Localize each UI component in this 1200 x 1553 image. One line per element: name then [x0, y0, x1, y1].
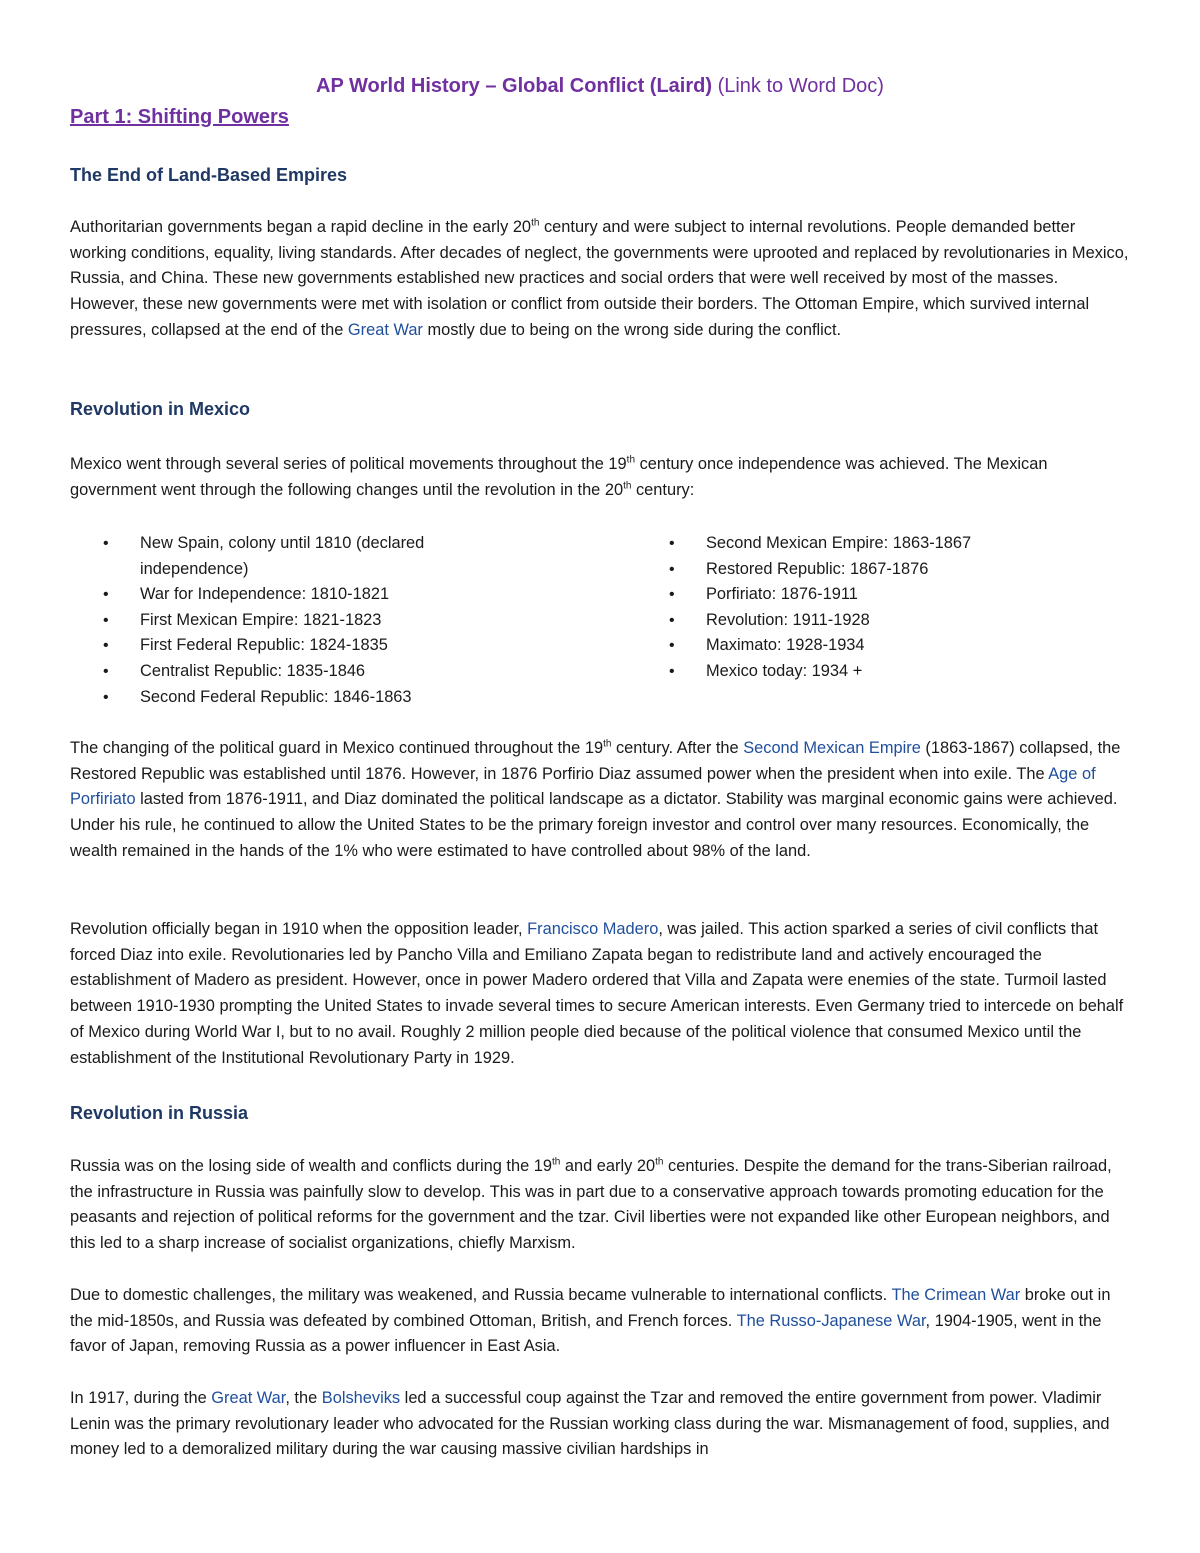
- list-item: • Revolution: 1911-1928: [636, 608, 1136, 634]
- superscript: th: [655, 1156, 664, 1168]
- link-crimean-war[interactable]: The Crimean War: [891, 1286, 1021, 1304]
- paragraph-mexico-intro: [70, 452, 1130, 503]
- list-item: • Restored Republic: 1867-1876: [636, 557, 1136, 583]
- list-item: • Centralist Republic: 1835-1846: [70, 659, 510, 685]
- text-run: (1863-1867) collapsed, the Restored Republic was established until 1876. However, in 1876 Porfirio Diaz assumed power when the president when into exile. The: [70, 739, 1121, 783]
- list-item: • Second Federal Republic: 1846-1863: [70, 685, 510, 711]
- text-run: lasted from 1876-1911, and Diaz dominated the political landscape as a dictator. Stability was marginal economic gains were achieved. Under his rule, he continued to allow the United States to be the primary foreign investor and control over many resources. Economically, the wealth remained in the hands of the 1% who were estimated to have controlled about 98% of the land.: [70, 790, 1118, 860]
- text-run: , the: [285, 1389, 322, 1407]
- text-run: In 1917, during the: [70, 1389, 212, 1407]
- part-heading[interactable]: Part 1: Shifting Powers: [70, 106, 289, 128]
- superscript: th: [531, 217, 540, 229]
- list-item: • First Mexican Empire: 1821-1823: [70, 608, 510, 634]
- section-heading-russia: Revolution in Russia: [70, 1103, 249, 1123]
- text-run: led a successful coup against the Tzar and removed the entire government from power. Vladimir Lenin was the primary revolutionary leader who advocated for the Russian working class during the war. Mismanagement of food, supplies, and money led to a demoralized military during the war causing massive civilian hardships in: [70, 1389, 1110, 1459]
- link-great-war-2[interactable]: Great War: [211, 1389, 286, 1407]
- document-title: [0, 72, 1200, 100]
- text-run: and early 20: [560, 1157, 656, 1175]
- section-heading-land-empires: The End of Land-Based Empires: [70, 165, 348, 185]
- paragraph-russia-1917: [70, 1386, 1130, 1463]
- link-francisco-madero[interactable]: Francisco Madero: [527, 920, 659, 938]
- text-run: Revolution officially began in 1910 when the opposition leader,: [70, 920, 528, 938]
- list-item: • Mexico today: 1934 +: [636, 659, 1136, 685]
- text-run: Due to domestic challenges, the military was weakened, and Russia became vulnerable to international conflicts.: [70, 1286, 892, 1304]
- section-heading-mexico: Revolution in Mexico: [70, 399, 251, 419]
- paragraph-russia-intro: [70, 1154, 1130, 1257]
- superscript: th: [552, 1156, 561, 1168]
- paragraph-land-empires: [70, 215, 1130, 344]
- text-run: , 1904-1905, went in the favor of Japan, removing Russia as a power influencer in East Asia.: [70, 1311, 1102, 1356]
- link-second-mexican-empire[interactable]: Second Mexican Empire: [743, 739, 921, 757]
- superscript: th: [623, 480, 632, 492]
- list-item: • Maximato: 1928-1934: [636, 633, 1136, 659]
- list-item: • Porfiriato: 1876-1911: [636, 582, 1136, 608]
- list-item: • First Federal Republic: 1824-1835: [70, 633, 510, 659]
- text-run: centuries. Despite the demand for the trans-Siberian railroad, the infrastructure in Russia was painfully slow to develop. This was in part due to a conservative approach towards promoting education for the peasants and rejection of political reforms for the government and the tzar. Civil liberties were not expanded like other European neighbors, and this led to a sharp increase of socialist organizations, chiefly Marxism.: [70, 1157, 1112, 1253]
- text-run: century:: [631, 480, 695, 499]
- text-run: Russia was on the losing side of wealth and conflicts during the 19: [70, 1157, 552, 1175]
- link-great-war[interactable]: Great War: [347, 320, 423, 339]
- list-item: • War for Independence: 1810-1821: [70, 582, 510, 608]
- link-russo-japanese-war[interactable]: The Russo-Japanese War: [736, 1311, 926, 1330]
- link-age-of-porfiriato[interactable]: Age of Porfiriato: [70, 764, 1096, 809]
- list-item: • Second Mexican Empire: 1863-1867: [636, 531, 1136, 557]
- paragraph-mexico-revolution: [70, 917, 1130, 1071]
- list-item: • New Spain, colony until 1810 (declared independence): [70, 531, 510, 582]
- word-doc-link[interactable]: (Link to Word Doc): [717, 75, 884, 97]
- superscript: th: [603, 738, 612, 750]
- text-run: , was jailed. This action sparked a series of civil conflicts that forced Diaz into exile. Revolutionaries led by Pancho Villa and Emiliano Zapata began to redistribute land and actively encouraged the establishment of Madero as president. However, once in power Madero ordered that Villa and Zapata were enemies of the state. Turmoil lasted between 1910-1930 prompting the United States to invade several times to secure American interests. Even Germany tried to intercede on behalf of Mexico during World War I, but to no avail. Roughly 2 million people died because of the political violence that consumed Mexico until the establishment of the Institutional Revolutionary Party in 1929.: [70, 920, 1124, 1067]
- text-run: The changing of the political guard in Mexico continued throughout the 19: [70, 739, 604, 757]
- text-run: century once independence was achieved. The Mexican government went through the following changes until the revolution in the 20: [70, 455, 1048, 499]
- text-run: broke out in the mid-1850s, and Russia was defeated by combined Ottoman, British, and French forces.: [70, 1286, 1111, 1330]
- paragraph-mexico-porfiriato: [70, 736, 1130, 865]
- title-text: AP World History – Global Conflict (Laird): [316, 75, 713, 97]
- superscript: th: [626, 454, 636, 466]
- paragraph-russia-conflicts: [70, 1283, 1130, 1360]
- text-run: Authoritarian governments began a rapid decline in the early 20: [70, 218, 532, 236]
- mexico-timeline-right: [636, 531, 1136, 685]
- text-run: century and were subject to internal revolutions. People demanded better working conditions, equality, living standards. After decades of neglect, the governments were uprooted and replaced by revolutionaries in Mexico, Russia, and China. These new governments established new practices and social orders that were well received by most of the masses. However, these new governments were met with isolation or conflict from outside their borders. The Ottoman Empire, which survived internal pressures, collapsed at the end of the: [70, 218, 1129, 339]
- link-bolsheviks[interactable]: Bolsheviks: [321, 1389, 401, 1407]
- text-run: century. After the: [611, 739, 744, 757]
- mexico-timeline-left: [70, 531, 510, 710]
- text-run: Mexico went through several series of political movements throughout the 19: [70, 455, 627, 473]
- text-run: mostly due to being on the wrong side during the conflict.: [422, 320, 842, 339]
